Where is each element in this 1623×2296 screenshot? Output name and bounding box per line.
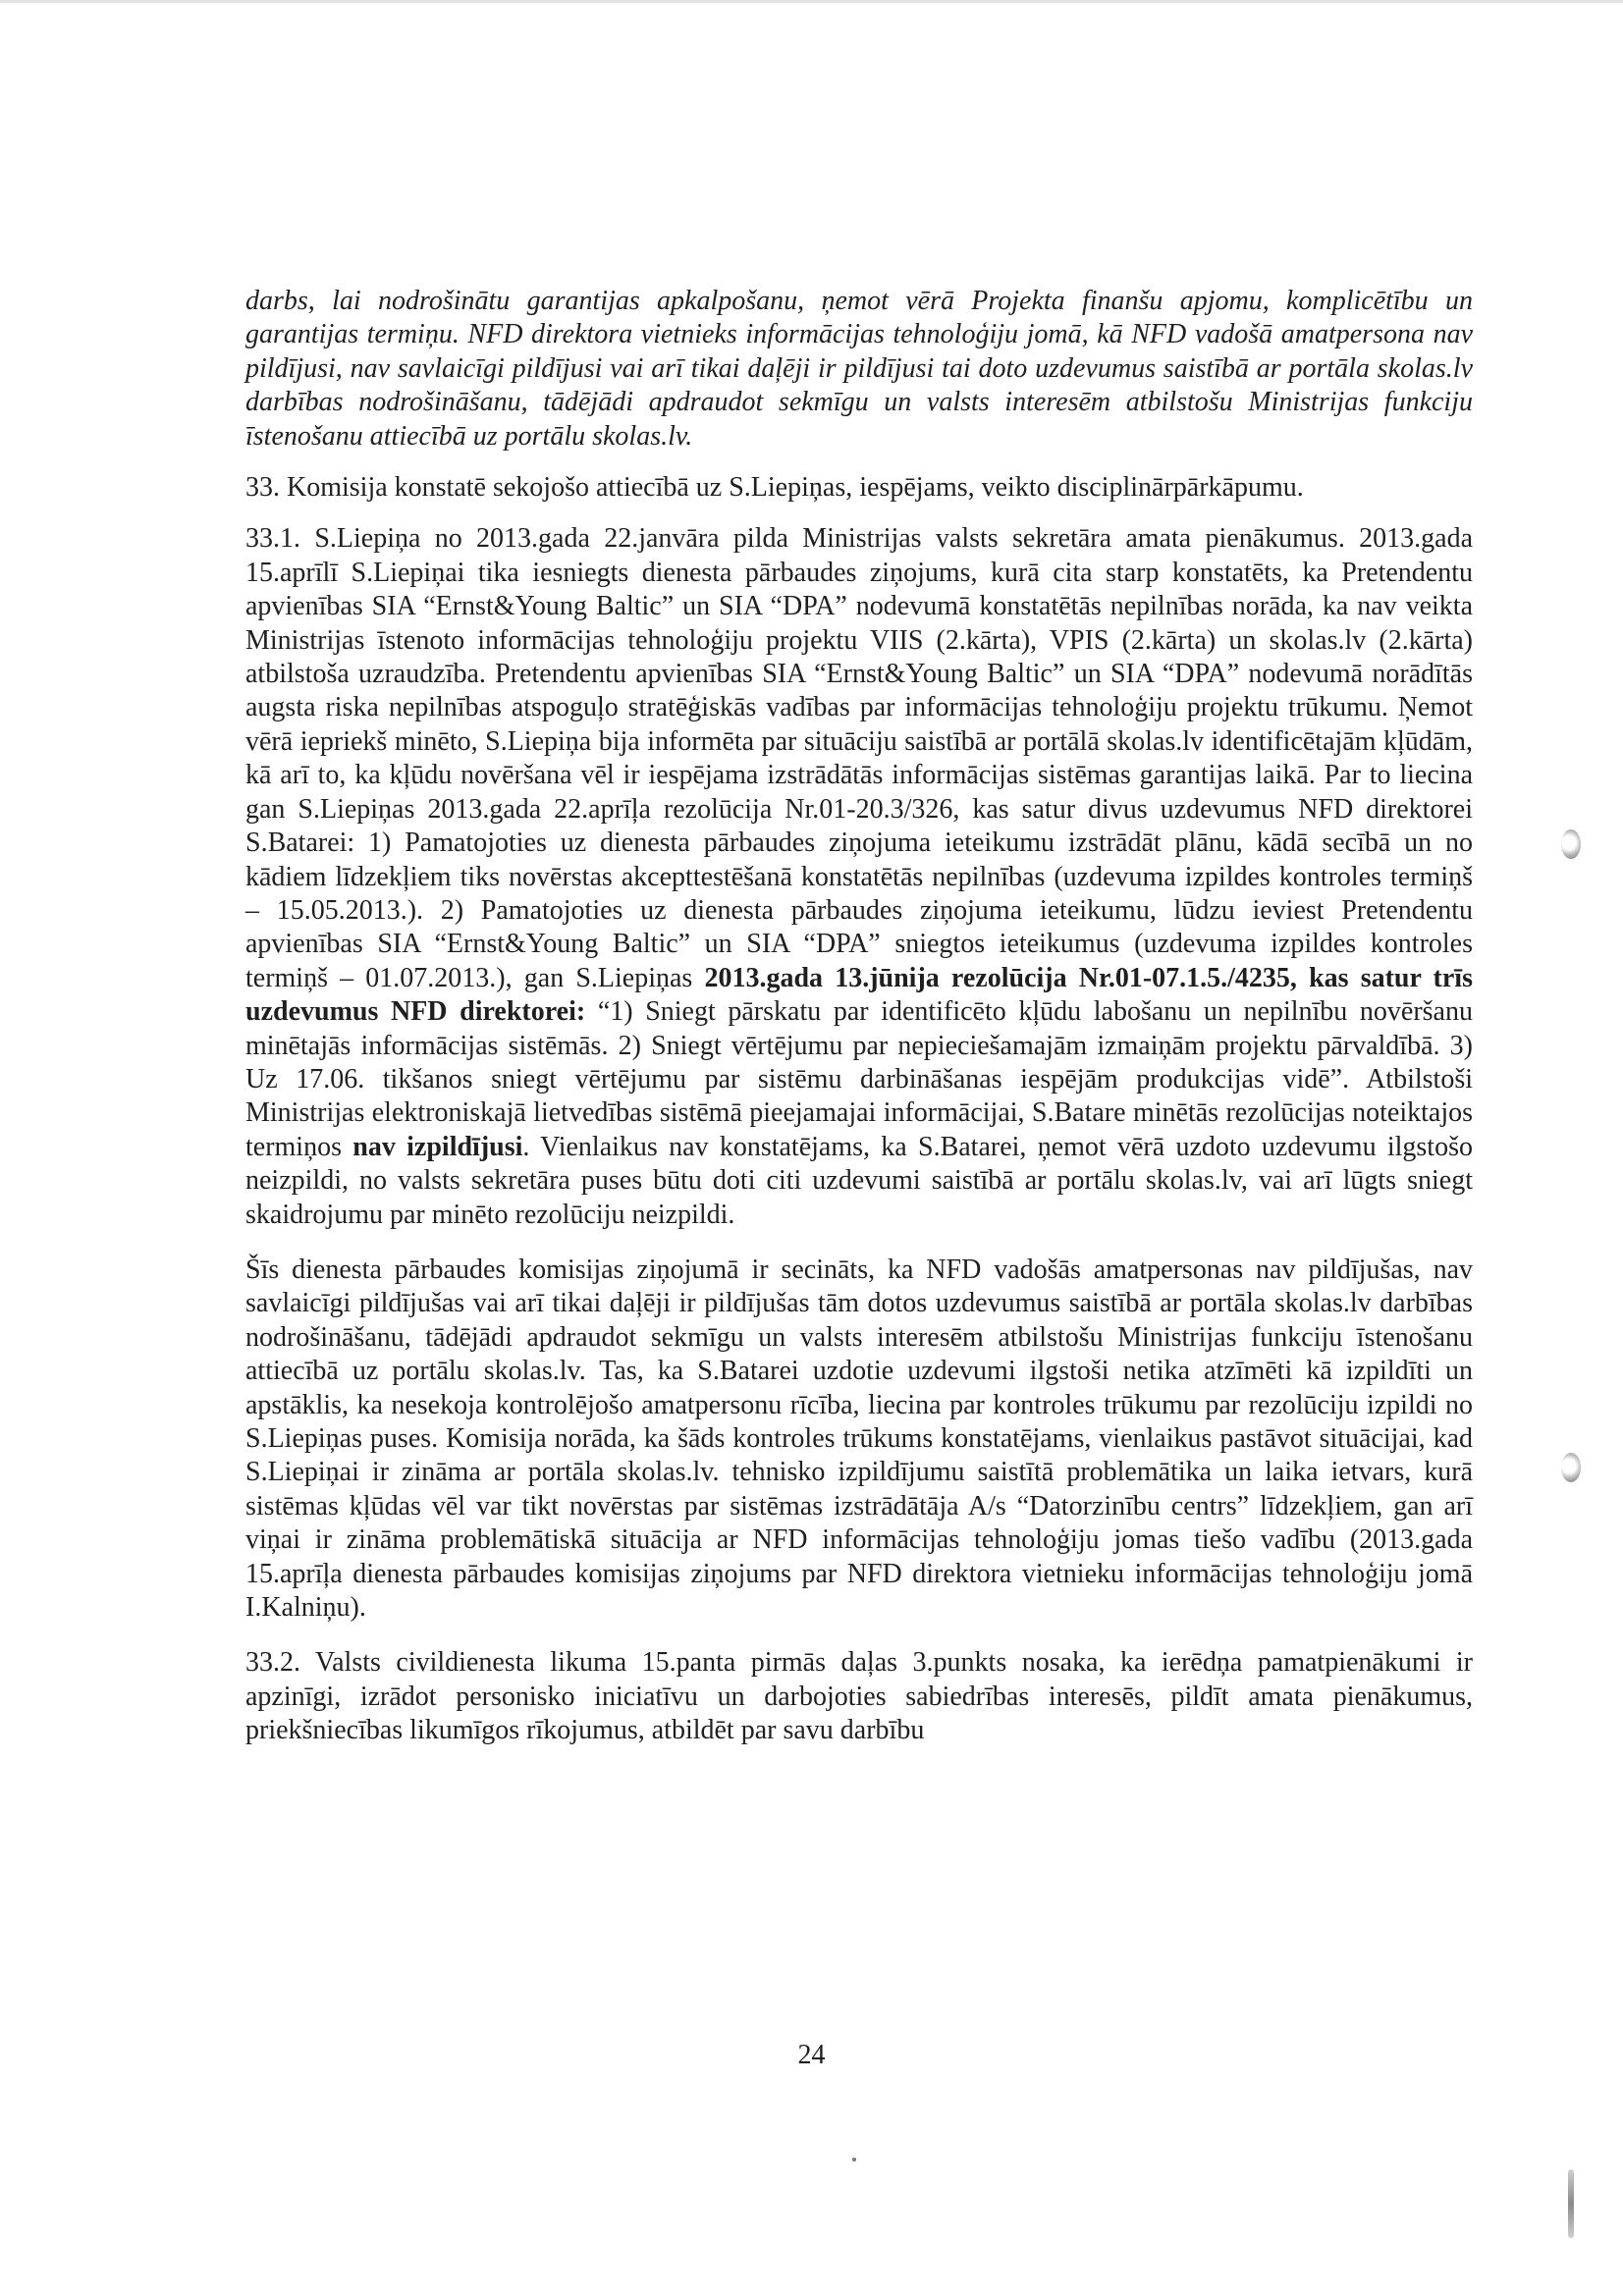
paragraph-33-1 <box>245 522 1473 1232</box>
paragraph-33-1-text-c: . Vienlaikus nav konstatējams, ka S.Batarei, ņemot vērā uzdoto uzdevumu ilgstošo neizpildi, no valsts sekretāra puses būtu doti citi uzdevumi saistībā ar portālu skolas.lv, vai arī lūgts sniegt skaidrojumu par minēto rezolūciju neizpildi. <box>245 1131 1473 1230</box>
document-body <box>245 285 1473 1748</box>
paragraph-33: 33. Komisija konstatē sekojošo attiecībā uz S.Liepiņas, iespējams, veikto disciplinārpārkāpumu. <box>245 472 1304 504</box>
scan-smudge-mark <box>1568 2169 1574 2238</box>
paragraph-33-1-text-a: 33.1. S.Liepiņa no 2013.gada 22.janvāra pilda Ministrijas valsts sekretāra amata pienākumus. 2013.gada 15.aprīlī S.Liepiņai tika iesniegts dienesta pārbaudes ziņojums, kurā cita starp konstatēts, ka Pretendentu apvienības SIA “Ernst&Young Baltic” un SIA “DPA” nodevumā konstatētās nepilnības norāda, ka nav veikta Ministrijas īstenoto informācijas tehnoloģiju projektu VIIS (2.kārta), VPIS (2.kārta) un skolas.lv (2.kārta) atbilstoša uzraudzība. Pretendentu apvienības SIA “Ernst&Young Baltic” un SIA “DPA” nodevumā norādītās augsta riska nepilnības atspoguļo stratēģiskās vadības par informācijas tehnoloģiju projektu trūkumu. Ņemot vērā iepriekš minēto, S.Liepiņa bija informēta par situāciju saistībā ar portālā skolas.lv identificētajām kļūdām, kā arī to, ka kļūdu novēršana vēl ir iespējama izstrādātās informācijas sistēmas garantijas laikā. Par to liecina gan S.Liepiņas 2013.gada 22.aprīļa rezolūcija Nr.01-20.3/326, kas satur divus uzdevumus NFD direktorei S.Batarei: 1) Pamatojoties uz dienesta pārbaudes ziņojuma ieteikumu izstrādāt plānu, kādā secībā un no kādiem līdzekļiem tiks novērstas akcepttestēšanā konstatētās nepilnības (uzdevuma izpildes kontroles termiņš – 15.05.2013.). 2) Pamatojoties uz dienesta pārbaudes ziņojuma ieteikumu, lūdzu ieviest Pretendentu apvienības SIA “Ernst&Young Baltic” un SIA “DPA” sniegtos ieteikumus (uzdevuma izpildes kontroles termiņš – 01.07.2013.), gan S.Liepiņas <box>245 523 1473 993</box>
scan-dust-dot <box>852 2158 856 2162</box>
page-number: 24 <box>797 2040 826 2070</box>
punch-hole-mark <box>1561 1453 1581 1482</box>
paragraph-findings: Šīs dienesta pārbaudes komisijas ziņojumā ir secināts, ka NFD vadošās amatpersonas nav pildījušas, nav savlaicīgi pildījušas vai arī tikai daļēji ir pildījušas tām dotos uzdevumus saistībā ar portāla skolas.lv darbības nodrošināšanu, tādējādi apdraudot sekmīgu un valsts interesēm atbilstošu Ministrijas funkciju īstenošanu attiecībā uz portālu skolas.lv. Tas, ka S.Batarei uzdotie uzdevumi ilgstoši netika atzīmēti kā izpildīti un apstāklis, ka nesekoja kontrolējošo amatpersonu rīcība, liecina par kontroles trūkumu par rezolūciju izpildi no S.Liepiņas puses. Komisija norāda, ka šāds kontroles trūkums konstatējams, vienlaikus pastāvot situācijai, kad S.Liepiņai ir zināma ar portāla skolas.lv. tehnisko izpildījumu saistītā problemātika un laika ietvars, kurā sistēmas kļūdas vēl var tikt novērstas par sistēmas izstrādātāja A/s “Datorzinību centrs” līdzekļiem, gan arī viņai ir zināma problemātiskā situācija ar NFD informācijas tehnoloģiju jomas tiešo vadību (2013.gada 15.aprīļa dienesta pārbaudes komisijas ziņojums par NFD direktora vietnieku informācijas tehnoloģiju jomā I.Kalniņu). <box>245 1254 1473 1624</box>
paragraph-33-1-bold-resolution: 2013.gada 13.jūnija rezolūcija Nr.01-07.1.5./4235, kas satur trīs uzdevumus NFD direktorei: <box>245 962 1473 1028</box>
paragraph-33-2: 33.2. Valsts civildienesta likuma 15.panta pirmās daļas 3.punkts nosaka, ka ierēdņa pamatpienākumi ir apzinīgi, izrādot personisko iniciatīvu un darbojoties sabiedrības interesēs, pildīt amata pienākumus, priekšniecības likumīgos rīkojumus, atbildēt par savu darbību <box>245 1647 1473 1746</box>
paragraph-33-1-text-b: “1) Sniegt pārskatu par identificēto kļūdu labošanu un nepilnību novēršanu minētajās informācijas sistēmās. 2) Sniegt vērtējumu par nepieciešamajām izmaiņām projektu pārvaldībā. 3) Uz 17.06. tikšanos sniegt vērtējumu par sistēmu darbināšanas iespējām produkcijas vidē”. Atbilstoši Ministrijas elektroniskajā lietvedības sistēmā pieejamajai informācijai, S.Batare minētās rezolūcijas noteiktajos termiņos <box>245 996 1473 1162</box>
paragraph-33-1-bold-not-executed: nav izpildījusi <box>352 1131 523 1162</box>
page-top-edge <box>0 0 1623 3</box>
punch-hole-mark <box>1561 829 1581 859</box>
italic-quote-paragraph: darbs, lai nodrošinātu garantijas apkalpošanu, ņemot vērā Projekta finanšu apjomu, komplicētību un garantijas termiņu. NFD direktora vietnieks informācijas tehnoloģiju jomā, kā NFD vadošā amatpersona nav pildījusi, nav savlaicīgi pildījusi vai arī tikai daļēji ir pildījusi tai doto uzdevumus saistībā ar portāla skolas.lv darbības nodrošināšanu, tādējādi apdraudot sekmīgu un valsts interesēm atbilstošu Ministrijas funkciju īstenošanu attiecībā uz portālu skolas.lv. <box>245 286 1473 452</box>
